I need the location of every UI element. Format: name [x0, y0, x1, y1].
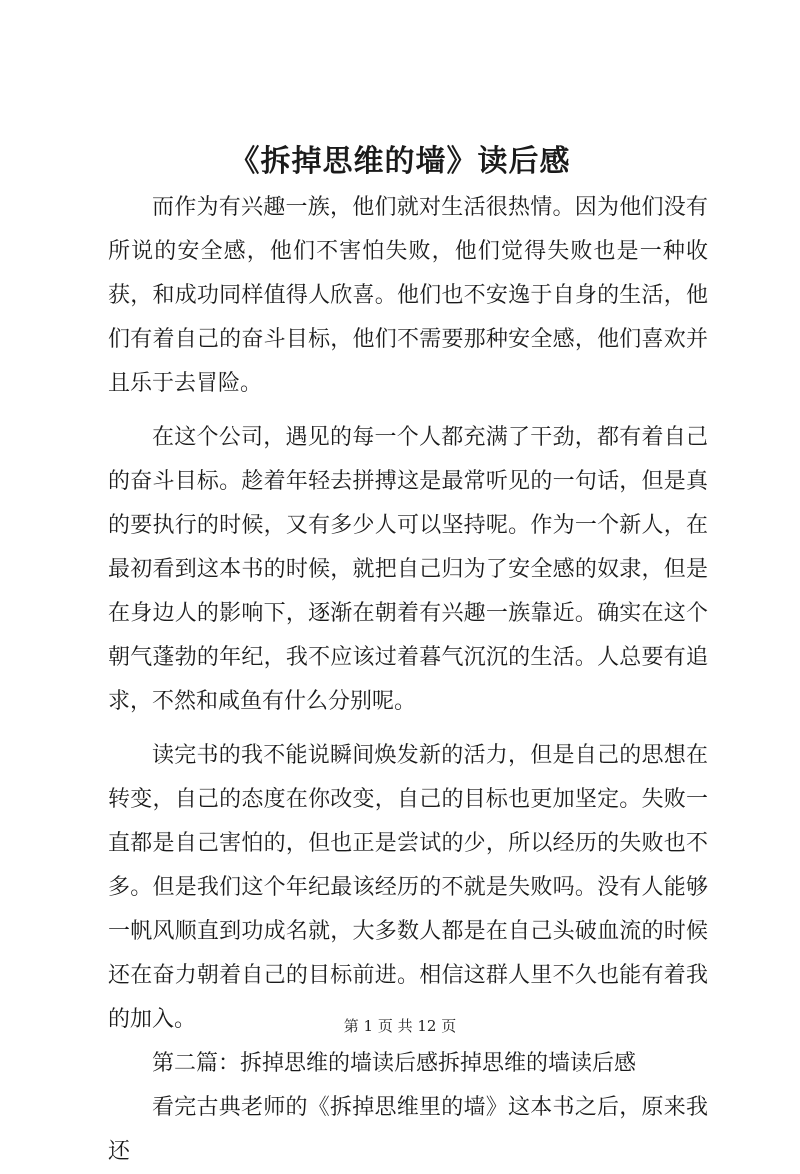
paragraph-4: 看完古典老师的《拆掉思维里的墙》这本书之后，原来我还 [108, 1095, 708, 1164]
paragraph-1: 而作为有兴趣一族，他们就对生活很热情。因为他们没有所说的安全感，他们不害怕失败，他们觉得失败也是一种收获，和成功同样值得人欣喜。他们也不安逸于自身的生活，他们有着自己的奋斗目标，他们不需要那种安全感，他们喜欢并且乐于去冒险。 [108, 195, 708, 396]
document-title: 《拆掉思维的墙》读后感 [229, 144, 571, 179]
section-subheading: 第二篇：拆掉思维的墙读后感拆掉思维的墙读后感 [152, 1051, 637, 1076]
paragraph-3: 读完书的我不能说瞬间焕发新的活力，但是自己的思想在转变，自己的态度在你改变，自己的目标也更加坚定。失败一直都是自己害怕的，但也正是尝试的少，所以经历的失败也不多。但是我们这个年纪最该经历的不就是失败吗。没有人能够一帆风顺直到功成名就，大多数人都是在自己头破血流的时候还在奋力朝着自己的目标前进。相信这群人里不久也能有着我的加入。 [108, 743, 708, 1032]
page-number-footer: 第 1 页 共 12 页 [343, 1017, 457, 1035]
paragraph-2: 在这个公司，遇见的每一个人都充满了干劲，都有着自己的奋斗目标。趁着年轻去拼搏这是最常听见的一句话，但是真的要执行的时候，又有多少人可以坚持呢。作为一个新人，在最初看到这本书的时候，就把自己归为了安全感的奴隶，但是在身边人的影响下，逐渐在朝着有兴趣一族靠近。确实在这个朝气蓬勃的年纪，我不应该过着暮气沉沉的生活。人总要有追求，不然和咸鱼有什么分别呢。 [108, 425, 708, 714]
